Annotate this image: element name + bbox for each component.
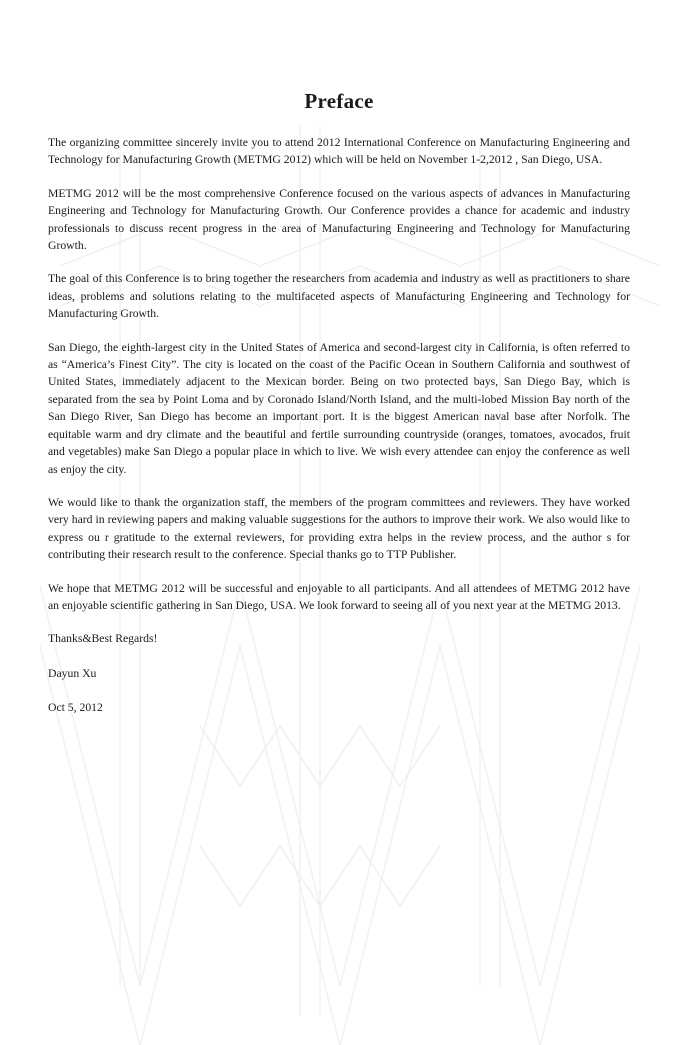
paragraph-invitation: The organizing committee sincerely invite you to attend 2012 International Conference on Manufacturing Engineering and Technology for Manufacturing Growth (METMG 2012) which will be held on November 1-2,2012 , San Diego, USA.: [48, 136, 630, 167]
preface-body: [48, 134, 630, 717]
page-title: Preface: [304, 89, 374, 113]
signature-date: Oct 5, 2012: [48, 701, 103, 715]
paragraph-conference-scope: METMG 2012 will be the most comprehensive Conference focused on the various aspects of advances in Manufacturing Engineering and Technology for Manufacturing Growth. Our Conference provides a chance for academic and industry professionals to discuss recent progress in the area of Manufacturing Engineering and Technology for Manufacturing Growth.: [48, 186, 630, 253]
paragraph-acknowledgements: We would like to thank the organization staff, the members of the program committees and reviewers. They have worked very hard in reviewing papers and making valuable suggestions for the authors to improve their work. We also would like to express ou r gratitude to the external reviewers, for providing extra helps in the review process, and the author s for contributing their research result to the conference. Special thanks go to TTP Publisher.: [48, 495, 630, 562]
closing-line: Thanks&Best Regards!: [48, 632, 158, 646]
signature-name: Dayun Xu: [48, 666, 97, 680]
paragraph-san-diego: San Diego, the eighth-largest city in the United States of America and second-largest city in California, is often referred to as “America’s Finest City”. The city is located on the coast of the Pacific Ocean in Southern California and southwest of United States, immediately adjacent to the Mexican border. Being on two protected bays, San Diego Bay, which is separated from the sea by Point Loma and by Coronado Island/North Island, and the multi-lobed Mission Bay north of the San Diego River, San Diego has become an important port. It is the biggest American naval base after Norfolk. The equitable warm and dry climate and the beautiful and fertile surrounding countryside (oranges, tomatoes, avocados, fruit and vegetables) make San Diego a popular place in which to live. We wish every attendee can enjoy the conference as well as enjoy the city.: [48, 340, 630, 476]
paragraph-conference-goal: The goal of this Conference is to bring together the researchers from academia and industry as well as practitioners to share ideas, problems and solutions relating to the multifaceted aspects of Manufacturing Engineering and Technology for Manufacturing Growth.: [48, 272, 630, 321]
document-page: [0, 86, 678, 717]
paragraph-closing-wishes: We hope that METMG 2012 will be successful and enjoyable to all participants. And all attendees of METMG 2012 have an enjoyable scientific gathering in San Diego, USA. We look forward to seeing all of you next year at the METMG 2013.: [48, 581, 630, 612]
